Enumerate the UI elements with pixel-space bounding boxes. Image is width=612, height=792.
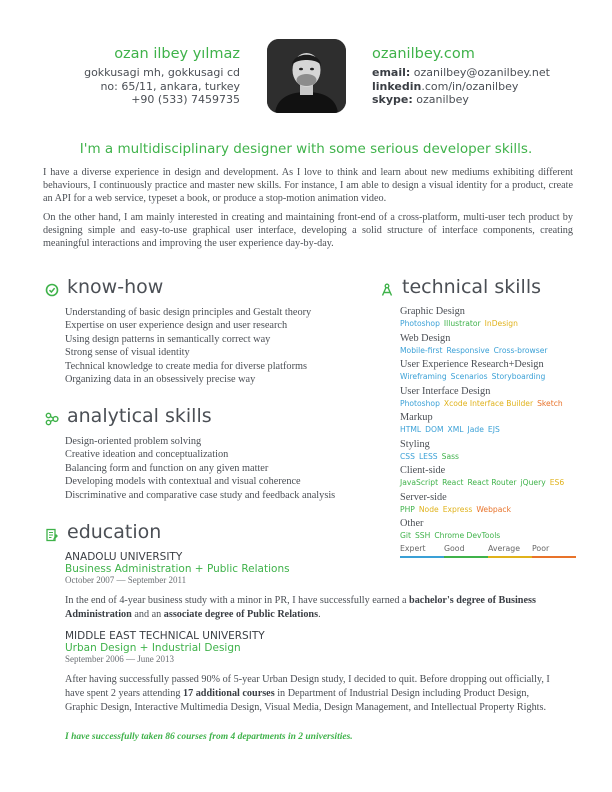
analytical-heading: analytical skills — [45, 405, 212, 427]
list-item: Using design patterns in semantically correct way — [65, 333, 271, 345]
network-icon — [45, 409, 59, 423]
intro-paragraph: I have a diverse experience in design and development. As I love to think and learn about new mediums exhibiting different behaviours, I continuously practice and master new skills. For instance, I am able to design a visual identity for a product, create an API for a web service, typeset a book, or produce a stop-motion animation video. — [43, 167, 573, 204]
intro-text — [43, 166, 573, 256]
skill-tag: DOM — [425, 425, 444, 434]
list-item: Expertise on user experience design and user research — [65, 320, 288, 332]
skill-tag: EJS — [487, 425, 500, 434]
skill-tags — [400, 398, 590, 409]
skill-tags — [400, 477, 590, 488]
skill-category: Web Design — [400, 332, 451, 344]
analytical-list — [65, 435, 335, 502]
skill-category: Server-side — [400, 491, 447, 503]
skill-category: Graphic Design — [400, 306, 465, 317]
degree-name: Business Administration + Public Relations — [65, 563, 290, 575]
skype-line: skype: ozanilbey — [372, 93, 469, 106]
skill-tag: Storyboarding — [491, 372, 546, 381]
legend-label-average: Average — [488, 544, 521, 553]
phone-number: +90 (533) 7459735 — [131, 93, 240, 106]
degree-name: Urban Design + Industrial Design — [65, 642, 241, 654]
skill-tag: Webpack — [476, 504, 511, 514]
skill-tag: Photoshop — [400, 398, 440, 408]
skill-tags — [400, 371, 590, 382]
education-note: I have successfully taken 86 courses from 4 departments in 2 universities. — [65, 732, 353, 742]
skill-tag: LESS — [418, 451, 438, 461]
skill-tags — [400, 451, 590, 462]
date-range: October 2007 — September 2011 — [65, 575, 187, 585]
badge-icon — [45, 280, 59, 294]
education-entry — [65, 630, 560, 714]
address-line: gokkusagi mh, gokkusagi cd — [84, 66, 240, 79]
know-how-heading: know-how — [45, 276, 163, 298]
intro-paragraph: On the other hand, I am mainly interested in creating and maintaining front-end of a cross-platform, multi-user tech product by designing simple and easy-to-use graphical user interface, developing a solid structure of interface components, creating meaningful interactions and improving the user experience day-by-day. — [43, 212, 573, 249]
skill-category: Styling — [400, 438, 430, 450]
skill-tag: XML — [447, 425, 464, 434]
skill-tag: Chrome DevTools — [434, 531, 501, 540]
skill-tag: CSS — [400, 451, 415, 461]
skill-tags — [400, 345, 590, 356]
compass-icon — [380, 280, 394, 294]
skill-category: User Experience Research+Design — [400, 359, 544, 370]
headline: I'm a multidisciplinary designer with some serious developer skills. — [79, 141, 533, 157]
skill-tag: Cross-browser — [493, 345, 548, 355]
list-item: Creative ideation and conceptualization — [65, 449, 229, 461]
skill-tag: jQuery — [520, 478, 546, 487]
school-name: ANADOLU UNIVERSITY — [65, 551, 183, 563]
skill-tag: Sass — [441, 451, 460, 461]
know-how-list — [65, 306, 311, 386]
skill-tag: SSH — [414, 531, 431, 540]
email-line[interactable]: email: ozanilbey@ozanilbey.net — [372, 66, 550, 79]
skill-tag: InDesign — [484, 319, 518, 328]
skill-tag: Sketch — [537, 398, 563, 408]
contact-list — [372, 66, 550, 107]
list-item: Discriminative and comparative case study and feedback analysis — [65, 489, 336, 501]
skill-tag: ES6 — [549, 478, 565, 487]
skill-tags — [400, 530, 590, 541]
skill-tag: Xcode Interface Builder — [443, 398, 534, 408]
list-item: Technical knowledge to create media for diverse platforms — [65, 360, 308, 372]
legend-label-expert: Expert — [400, 544, 426, 553]
list-item: Design-oriented problem solving — [65, 436, 202, 447]
skill-tag: Photoshop — [400, 319, 440, 328]
skill-tag: Responsive — [446, 345, 490, 355]
legend-label-good: Good — [444, 544, 465, 553]
website-link[interactable]: ozanilbey.com — [372, 46, 475, 62]
education-description: In the end of 4-year business study with a minor in PR, I have successfully earned a bachelor's degree of Business Administration and an associate degree of Public Relations. — [65, 595, 536, 620]
skill-tag: React — [442, 478, 464, 487]
skill-tag: Scenarios — [450, 372, 488, 381]
list-item: Developing models with contextual and visual coherence — [65, 476, 301, 488]
skill-tags — [400, 424, 590, 435]
linkedin-line[interactable]: linkedin.com/in/ozanilbey — [372, 79, 519, 93]
skill-tag: JavaScript — [400, 478, 439, 487]
skill-category: Other — [400, 518, 424, 529]
school-name: MIDDLE EAST TECHNICAL UNIVERSITY — [65, 630, 265, 642]
list-item: Strong sense of visual identity — [65, 347, 190, 359]
skill-category: Client-side — [400, 465, 446, 476]
skill-tag: Wireframing — [400, 372, 447, 381]
technical-skill-list — [400, 306, 590, 545]
skill-tag: Illustrator — [443, 319, 481, 328]
education-description: After having successfully passed 90% of 5-year Urban Design study, I decided to quit. Before dropping out officially, I have spent 2 years attending 17 additional courses in Department of Industrial Design including Product Design, Graphic Design, Interactive Multimedia Design, Visual Media, Design Management, and Intellectual Property Rights. — [65, 674, 550, 713]
skill-category: User Interface Design — [400, 385, 491, 397]
skill-tag: Express — [442, 504, 473, 514]
skill-tag: Mobile-first — [400, 345, 443, 355]
skill-tag: React Router — [467, 478, 517, 487]
address-block — [40, 66, 240, 107]
skill-tag: HTML — [400, 425, 422, 434]
date-range: September 2006 — June 2013 — [65, 654, 174, 664]
skill-tag: Node — [418, 504, 439, 514]
skill-tags — [400, 318, 590, 329]
resume-name: ozan ilbey yılmaz — [114, 46, 240, 62]
skill-tag: Git — [400, 531, 411, 540]
list-item: Understanding of basic design principles and Gestalt theory — [65, 307, 312, 318]
list-item: Balancing form and function on any given matter — [65, 462, 269, 474]
technical-heading: technical skills — [380, 276, 541, 298]
profile-photo — [267, 39, 346, 113]
list-item: Organizing data in an obsessively precise way — [65, 374, 256, 386]
skill-tag: PHP — [400, 504, 415, 514]
address-line: no: 65/11, ankara, turkey — [100, 79, 240, 93]
legend-label-poor: Poor — [532, 544, 550, 553]
skill-category: Markup — [400, 412, 433, 423]
skill-tag: Jade — [467, 425, 484, 434]
education-entry — [65, 551, 560, 622]
education-heading: education — [45, 521, 161, 543]
skill-tags — [400, 504, 590, 515]
document-icon — [45, 525, 59, 539]
